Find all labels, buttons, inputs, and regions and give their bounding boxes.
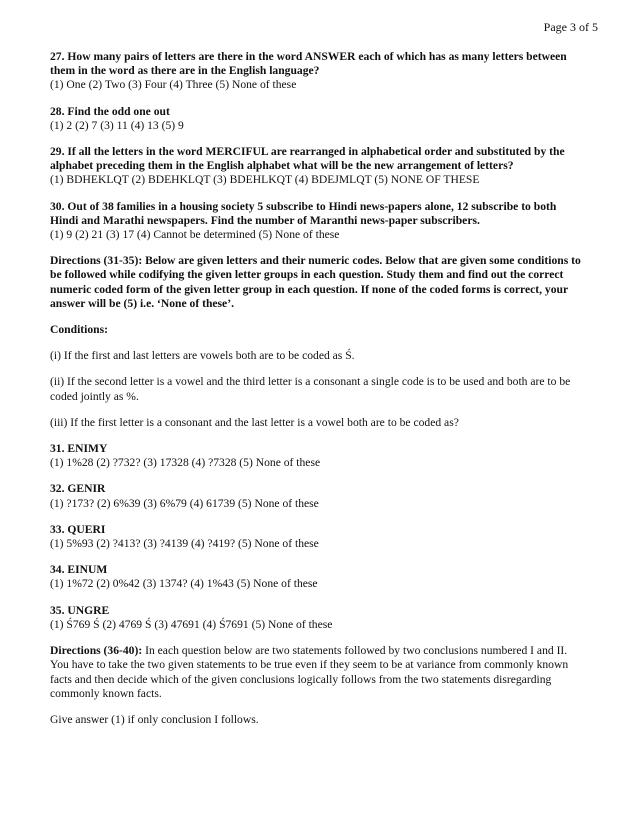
question-29 <box>50 145 582 188</box>
page-number: Page 3 of 5 <box>543 20 598 34</box>
question-35 <box>50 604 582 632</box>
directions-36-40 <box>50 644 582 701</box>
question-text: 31. ENIMY <box>50 442 108 456</box>
condition-1 <box>50 349 582 363</box>
question-options: (1) 2 (2) 7 (3) 11 (4) 13 (5) 9 <box>50 118 184 132</box>
question-31 <box>50 442 582 470</box>
question-33 <box>50 523 582 551</box>
question-text: 27. How many pairs of letters are there in the word ANSWER each of which has as many letters between them in the word as there are in the English language? <box>50 50 567 78</box>
directions-text: Directions (31-35): Below are given letters and their numeric codes. Below that are given some conditions to be followed while codifying the given letter groups in each question. Study them and find out the correct numeric coded form of the given letter group in each question. If none of the coded forms is correct, your answer will be (5) i.e. ‘None of these’. <box>50 254 581 310</box>
question-options: (1) One (2) Two (3) Four (4) Three (5) None of these <box>50 78 297 92</box>
question-27 <box>50 50 582 93</box>
condition-2 <box>50 375 582 403</box>
question-text: 34. EINUM <box>50 563 108 577</box>
question-34 <box>50 563 582 591</box>
question-32 <box>50 482 582 510</box>
question-options: (1) 1%72 (2) 0%42 (3) 1374? (4) 1%43 (5) None of these <box>50 577 318 591</box>
question-text: 29. If all the letters in the word MERCIFUL are rearranged in alphabetical order and substituted by the alphabet preceding them in the English alphabet what will be the new arrangement of letters? <box>50 145 565 173</box>
question-options: (1) 1%28 (2) ?732? (3) 17328 (4) ?7328 (5) None of these <box>50 456 321 470</box>
question-options: (1) ?173? (2) 6%39 (3) 6%79 (4) 61739 (5) None of these <box>50 496 319 510</box>
directions-31-35 <box>50 254 582 311</box>
question-text: 35. UNGRE <box>50 603 110 617</box>
question-options: (1) Ś769 Ś (2) 4769 Ś (3) 47691 (4) Ś7691 (5) None of these <box>50 617 333 631</box>
directions-text: In each question below are two statements followed by two conclusions numbered I and II. You have to take the two given statements to be true even if they seem to be at variance from commonly known facts and then decide which of the given conclusions logically follows from the two statements disregarding commonly known facts. <box>50 644 569 700</box>
condition-text: (ii) If the second letter is a vowel and the third letter is a consonant a single code is to be used and both are to be coded jointly as %. <box>50 375 571 403</box>
condition-text: (i) If the first and last letters are vowels both are to be coded as Ś. <box>50 349 355 363</box>
document-body <box>50 50 582 739</box>
answer-rule-text: Give answer (1) if only conclusion I follows. <box>50 712 259 726</box>
question-text: 33. QUERI <box>50 522 106 536</box>
condition-text: (iii) If the first letter is a consonant and the last letter is a vowel both are to be coded as? <box>50 415 459 429</box>
condition-3 <box>50 416 582 430</box>
question-options: (1) BDHEKLQT (2) BDEHKLQT (3) BDEHLKQT (4) BDEJMLQT (5) NONE OF THESE <box>50 173 480 187</box>
conditions-heading <box>50 323 582 337</box>
question-text: 32. GENIR <box>50 482 106 496</box>
question-text: 30. Out of 38 families in a housing society 5 subscribe to Hindi news-papers alone, 12 subscribe to both Hindi and Marathi newspapers. Find the number of Maranthi news-paper subscribers. <box>50 199 557 227</box>
question-options: (1) 9 (2) 21 (3) 17 (4) Cannot be determined (5) None of these <box>50 228 340 242</box>
question-28 <box>50 105 582 133</box>
answer-rule <box>50 713 582 727</box>
question-options: (1) 5%93 (2) ?413? (3) ?4139 (4) ?419? (5) None of these <box>50 537 319 551</box>
section-heading: Conditions: <box>50 323 108 337</box>
directions-label: Directions (36-40): <box>50 644 143 658</box>
question-30 <box>50 200 582 243</box>
question-text: 28. Find the odd one out <box>50 104 170 118</box>
